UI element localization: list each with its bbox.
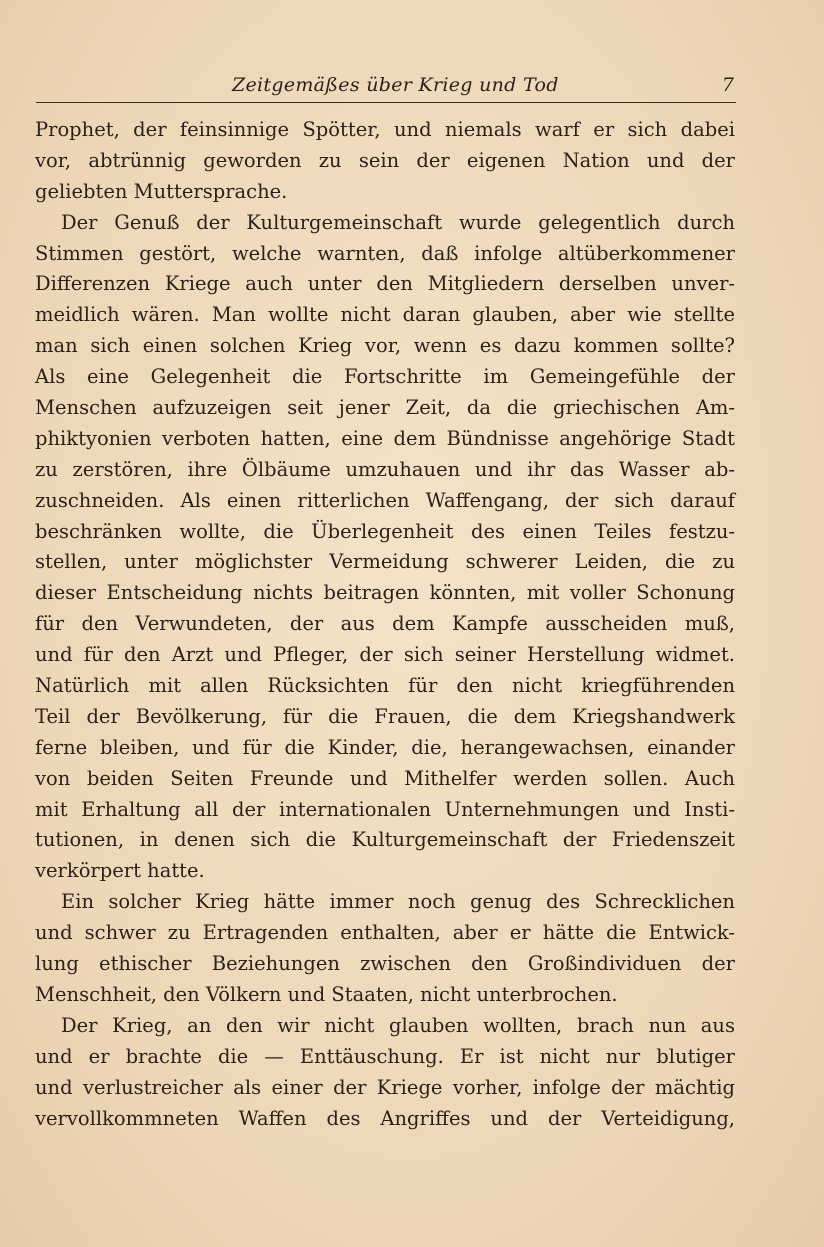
text-line: für den Verwundeten, der aus dem Kampfe ausscheiden muß, [35,612,735,636]
text-line: verkörpert hatte. [35,859,205,883]
text-line: meidlich wären. Man wollte nicht daran glauben, aber wie stellte [35,303,735,327]
text-line: zuschneiden. Als einen ritterlichen Waffengang, der sich darauf [35,488,735,512]
text-line: und er brachte die — Enttäuschung. Er ist nicht nur blutiger [35,1044,735,1068]
text-line: lung ethischer Beziehungen zwischen den Großindividuen der [35,952,735,976]
page-header [36,74,736,103]
text-line: geliebten Muttersprache. [35,179,288,203]
text-line: Menschheit, den Völkern und Staaten, nicht unterbrochen. [35,982,618,1006]
text-line: Der Genuß der Kulturgemeinschaft wurde gelegentlich durch [61,210,735,234]
text-line: und für den Arzt und Pfleger, der sich seiner Herstellung widmet. [35,643,735,667]
text-line: und verlustreicher als einer der Kriege vorher, infolge der mächtig [35,1075,735,1099]
text-line: beschränken wollte, die Überlegenheit des einen Teiles festzu- [35,519,735,543]
running-title: Zeitgemäßes über Krieg und Tod [232,74,559,96]
text-line: von beiden Seiten Freunde und Mithelfer werden sollen. Auch [35,766,735,790]
text-line: Ein solcher Krieg hätte immer noch genug des Schrecklichen [61,890,735,914]
text-line: man sich einen solchen Krieg vor, wenn es dazu kommen sollte? [35,334,735,358]
text-line: ferne bleiben, und für die Kinder, die, herangewachsen, einander [35,735,735,759]
text-line: phiktyonien verboten hatten, eine dem Bündnisse angehörige Stadt [35,426,735,450]
text-line: Als eine Gelegenheit die Fortschritte im Gemeingefühle der [35,365,735,389]
body-text [35,115,735,1134]
text-line: Natürlich mit allen Rücksichten für den nicht kriegführenden [35,674,735,698]
text-line: Differenzen Kriege auch unter den Mitgliedern derselben unver- [35,272,735,296]
text-line: dieser Entscheidung nichts beitragen könnten, mit voller Schonung [35,581,735,605]
text-line: zu zerstören, ihre Ölbäume umzuhauen und ihr das Wasser ab- [35,457,735,481]
text-line: Der Krieg, an den wir nicht glauben wollten, brach nun aus [61,1013,735,1037]
text-line: Prophet, der feinsinnige Spötter, und niemals warf er sich dabei [35,118,735,141]
text-line: vervollkommneten Waffen des Angriffes und der Verteidigung, [35,1106,735,1130]
text-line: vor, abtrünnig geworden zu sein der eigenen Nation und der [35,148,735,172]
text-line: stellen, unter möglichster Vermeidung schwerer Leiden, die zu [35,550,735,574]
page-number: 7 [721,74,734,96]
text-line: mit Erhaltung all der internationalen Unternehmungen und Insti- [35,797,735,821]
text-line: tutionen, in denen sich die Kulturgemeinschaft der Friedenszeit [35,828,735,852]
text-line: Teil der Bevölkerung, für die Frauen, die dem Kriegshandwerk [35,704,735,728]
text-line: Stimmen gestört, welche warnten, daß infolge altüberkommener [35,241,735,265]
text-line: Menschen aufzuzeigen seit jener Zeit, da die griechischen Am- [35,396,735,420]
text-line: und schwer zu Ertragenden enthalten, aber er hätte die Entwick- [35,921,735,945]
